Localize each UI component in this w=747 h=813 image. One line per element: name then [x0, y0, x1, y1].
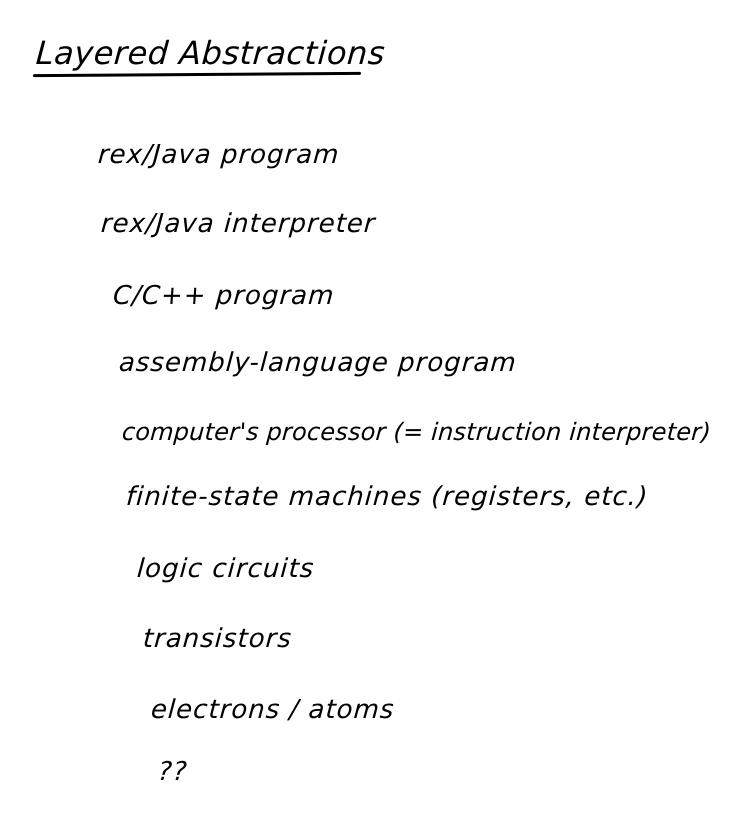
layer-electrons-atoms: electrons / atoms [149, 695, 396, 725]
title-underline [33, 72, 361, 77]
layer-rex-java-interpreter: rex/Java interpreter [99, 209, 377, 239]
layer-c-cpp-program: C/C++ program [111, 281, 336, 311]
layer-rex-java-program: rex/Java program [96, 140, 341, 170]
layer-unknown: ?? [156, 757, 189, 787]
layer-transistors: transistors [141, 624, 294, 654]
layer-finite-state-machines: finite-state machines (registers, etc.) [124, 482, 650, 512]
layer-computer-processor: computer's processor (= instruction interpreter) [121, 418, 712, 446]
layer-logic-circuits: logic circuits [135, 554, 316, 584]
page-title: Layered Abstractions [34, 34, 387, 72]
layer-assembly-language-program: assembly-language program [117, 348, 518, 378]
